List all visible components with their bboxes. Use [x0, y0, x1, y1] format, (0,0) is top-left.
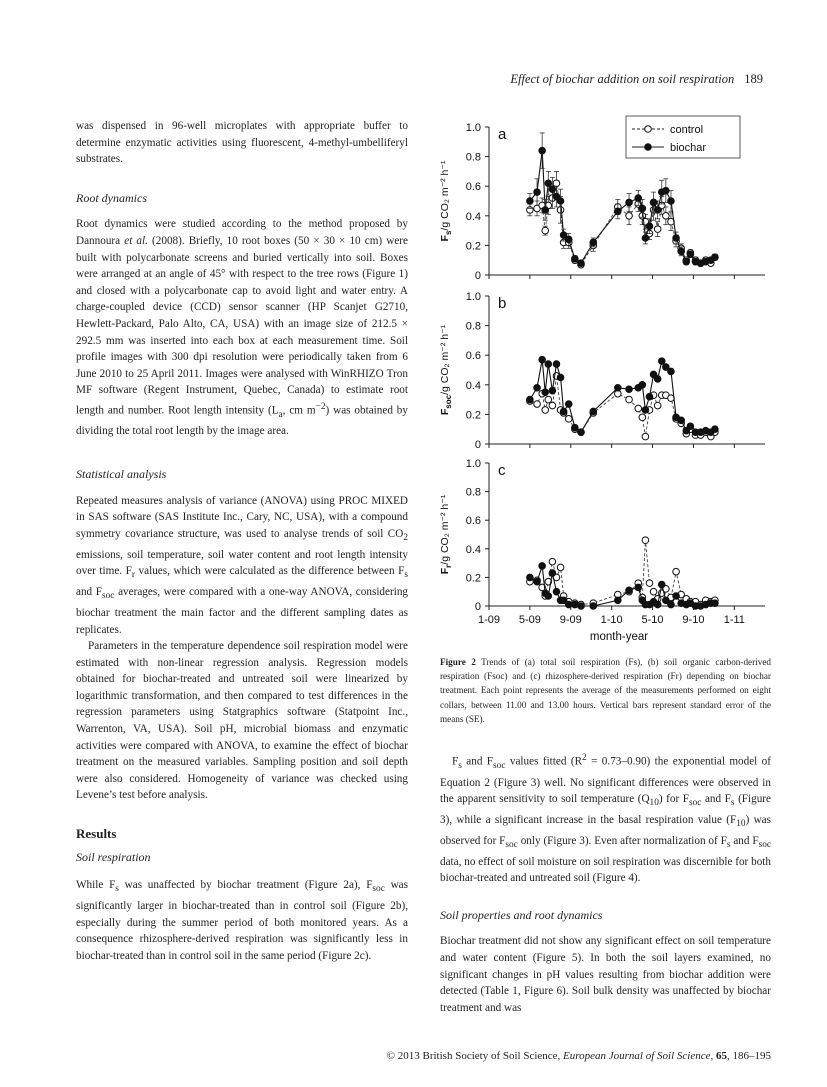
y-tick-label: 0	[474, 601, 481, 613]
point-biochar	[668, 601, 675, 608]
y-tick-label: 0.8	[465, 486, 481, 499]
point-control	[542, 227, 549, 234]
x-axis-label: month-year	[589, 631, 649, 643]
point-biochar	[572, 255, 579, 262]
point-biochar	[642, 407, 649, 414]
y-tick-label: 0	[474, 439, 481, 451]
point-biochar	[615, 384, 622, 391]
results-heading: Results	[76, 826, 117, 842]
point-biochar	[712, 426, 719, 433]
y-tick-label: 0.8	[465, 320, 481, 333]
point-biochar	[560, 408, 567, 415]
left-column	[76, 118, 408, 964]
point-biochar	[668, 198, 675, 205]
point-control	[549, 558, 556, 565]
point-biochar	[578, 260, 585, 267]
point-biochar	[527, 574, 534, 581]
point-control	[642, 537, 649, 544]
point-control	[626, 213, 633, 220]
point-biochar	[615, 597, 622, 604]
point-biochar	[683, 258, 690, 265]
point-biochar	[545, 593, 552, 600]
running-title: Effect of biochar addition on soil respiration	[510, 72, 735, 86]
point-biochar	[712, 600, 719, 607]
y-axis-label: $F_r/g$ CO₂ m⁻² h⁻¹	[439, 494, 453, 575]
point-biochar	[646, 223, 653, 230]
point-biochar	[545, 180, 552, 187]
x-tick-label: 1-09	[477, 614, 501, 626]
copyright-footer: © 2013 British Society of Soil Science, European Journal of Soil Science, 65, 186–195	[386, 1050, 771, 1062]
point-biochar	[572, 601, 579, 608]
point-biochar	[539, 563, 546, 570]
y-tick-label: 0.6	[465, 515, 481, 528]
x-tick-label: 1-10	[600, 614, 623, 626]
statistical-analysis-heading: Statistical analysis	[76, 467, 167, 482]
point-biochar	[527, 198, 534, 205]
point-biochar	[678, 417, 685, 424]
point-biochar	[527, 396, 534, 403]
point-control	[549, 402, 556, 409]
y-tick-label: 0	[474, 270, 481, 282]
point-biochar	[565, 601, 572, 608]
point-biochar	[534, 189, 541, 196]
point-biochar	[687, 423, 694, 430]
point-biochar	[642, 235, 649, 242]
legend-marker-control	[645, 126, 652, 133]
y-tick-label: 0.6	[465, 181, 481, 194]
point-biochar	[572, 424, 579, 431]
root-dynamics-heading: Root dynamics	[76, 190, 147, 205]
point-control	[654, 226, 661, 233]
page-number: 189	[744, 72, 763, 86]
point-biochar	[549, 387, 556, 394]
point-control	[545, 396, 552, 403]
point-biochar	[626, 386, 633, 393]
point-biochar	[557, 374, 564, 381]
point-biochar	[654, 376, 661, 383]
legend-label-biochar: biochar	[670, 142, 707, 154]
point-control	[673, 568, 680, 575]
intro-paragraph: was dispensed in 96-well microplates with appropriate buffer to determine enzymatic activities using fluorescent, 4-methyl-umbelliferyl substrates.	[76, 120, 408, 166]
y-axis-label: $F_s/g$ CO₂ m⁻² h⁻¹	[439, 160, 453, 242]
right-column	[440, 750, 771, 1016]
running-header	[510, 72, 763, 87]
caption-label: Figure 2	[440, 657, 476, 667]
point-biochar	[639, 205, 646, 212]
point-biochar	[578, 603, 585, 610]
point-biochar	[654, 207, 661, 214]
soil-respiration-heading: Soil respiration	[76, 849, 151, 864]
parameters-paragraph: Parameters in the temperature dependence soil respiration model were estimated with non-linear regression analysis. Regression models obtained for biochar-treated and untreated soil were linearized by logarithmic transformation, and then compared to test differences in the regression parameters using Statgraphics software (Statpoint Inc., Warrenton, VA, USA). Soil pH, microbial biomass and enzymatic activities were compared with ANOVA, to examine the effect of biochar treatment on the measured variables. Sampling position and soil depth were also considered. Homogeneity of variance was checked using Levene’s test before analysis.	[76, 640, 408, 802]
point-control	[534, 401, 541, 408]
y-tick-label: 0.2	[465, 409, 481, 422]
x-tick-label: 1-11	[723, 614, 745, 626]
point-biochar	[553, 588, 560, 595]
point-biochar	[545, 361, 552, 368]
point-biochar	[650, 199, 657, 206]
statistical-analysis-paragraph: Repeated measures analysis of variance (ANOVA) using PROC MIXED in SAS software (SAS Institute Inc., Cary, NC, USA), with a compound symmetry covariance structure, was used to analyse trends of soil $CO_2$ emissions, soil temperature, soil water content and root length intensity over time. $F_r$ values, which were calculated as the difference between $F_s$ and $F_{soc}$ averages, were compared with a one-way ANOVA, considering biochar treatment the main factor and the different sampling dates as replicates.	[76, 494, 409, 636]
y-tick-label: 0.4	[465, 543, 481, 556]
caption-text: Trends of (a) total soil respiration (Fs), (b) soil organic carbon-derived respiration (Fsoc) and (c) rhizosphere-derived respiration (Fr) depending on biochar treatment. Each point represents the average of the measurements performed on eight collars, between 11.00 and 13.00 hours. Vertical bars represent standard error of the means (SE).	[440, 657, 771, 724]
y-tick-label: 0.6	[465, 350, 481, 363]
panel-label: b	[498, 295, 507, 312]
y-tick-label: 1.0	[465, 122, 481, 134]
point-control	[626, 396, 633, 403]
point-biochar	[635, 195, 642, 202]
point-control	[650, 588, 657, 595]
point-biochar	[542, 389, 549, 396]
point-biochar	[590, 408, 597, 415]
soil-properties-paragraph: Biochar treatment did not show any significant effect on soil temperature and water content (Figure 5). In both the soil layers examined, no significant changes in pH values resulting from biochar addition were detected (Table 1, Figure 6). Soil bulk density was unaffected by biochar treatment and was	[440, 935, 771, 1014]
point-control	[639, 414, 646, 421]
point-biochar	[668, 368, 675, 375]
point-biochar	[590, 239, 597, 246]
x-tick-label: 5-09	[518, 614, 541, 626]
y-axis-label: $F_{soc}/g$ CO₂ m⁻² h⁻¹	[439, 324, 453, 416]
point-biochar	[534, 384, 541, 391]
point-biochar	[639, 382, 646, 389]
point-biochar	[635, 584, 642, 591]
x-tick-label: 5-10	[641, 614, 664, 626]
point-biochar	[646, 393, 653, 400]
point-control	[663, 213, 670, 220]
legend-label-control: control	[670, 124, 704, 136]
y-tick-label: 0.4	[465, 210, 481, 223]
point-biochar	[542, 207, 549, 214]
point-biochar	[654, 601, 661, 608]
point-biochar	[539, 147, 546, 154]
figure-2-chart	[430, 112, 775, 650]
point-control	[654, 402, 661, 409]
legend-marker-biochar	[645, 144, 652, 151]
point-biochar	[565, 401, 572, 408]
x-tick-label: 9-09	[559, 614, 582, 626]
point-biochar	[673, 593, 680, 600]
point-biochar	[712, 254, 719, 261]
y-tick-label: 1.0	[465, 291, 481, 303]
point-biochar	[687, 251, 694, 258]
root-dynamics-paragraph: Root dynamics were studied according to the method proposed by Dannoura et al. (2008). Briefly, 10 root boxes (50 × 30 × 10 cm) were built with polycarbonate screens and buried vertically into soil. Boxes were arranged at an angle of 45° with respect to the tree rows (Figure 1) and closed with a polycarbonate cap to avoid light and water entry. A charge-coupled device (CCD) sensor scanner (HP Scanjet G2710, Hewlett-Packard, Palo Alto, CA, USA) with an image size of 212.5 × 292.5 mm was inserted into each box at each measurement time. Soil profile images with 300 dpi resolution were periodically taken from 6 June 2010 to 25 April 2011. Images were analysed with WinRHIZO Tron MF software (Regent Instrument, Quebec, Canada) to estimate root length and number. Root length intensity ($L_a$, cm $m^{-2}$) was obtained by dividing the total root length by the image area.	[76, 218, 408, 438]
point-control	[635, 405, 642, 412]
series-line-biochar	[530, 360, 715, 433]
point-biochar	[565, 236, 572, 243]
figure-2-caption	[440, 655, 771, 726]
y-tick-label: 0.2	[465, 240, 481, 253]
soil-respiration-paragraph: While $F_s$ was unaffected by biochar treatment (Figure 2a), $F_{soc}$ was significantly larger in biochar-treated than in control soil (Figure 2b), especially during the summer period of both monitored years. As a consequence rhizosphere-derived respiration was significantly less in biochar-treated than in control soil in the same period (Figure 2c).	[76, 879, 408, 962]
y-tick-label: 0.8	[465, 151, 481, 164]
point-biochar	[626, 587, 633, 594]
y-tick-label: 0.4	[465, 379, 481, 392]
point-biochar	[549, 570, 556, 577]
point-biochar	[578, 429, 585, 436]
panel-label: c	[498, 462, 506, 479]
y-tick-label: 0.2	[465, 572, 481, 585]
point-biochar	[553, 361, 560, 368]
point-biochar	[557, 198, 564, 205]
point-biochar	[534, 578, 541, 585]
point-biochar	[673, 235, 680, 242]
point-biochar	[658, 358, 665, 365]
point-biochar	[663, 187, 670, 194]
point-control	[542, 407, 549, 414]
point-control	[553, 180, 560, 187]
point-control	[557, 564, 564, 571]
point-biochar	[678, 248, 685, 255]
soil-properties-heading: Soil properties and root dynamics	[440, 907, 603, 922]
point-control	[565, 416, 572, 423]
point-biochar	[590, 603, 597, 610]
point-biochar	[658, 581, 665, 588]
point-control	[642, 433, 649, 440]
point-biochar	[615, 208, 622, 215]
model-fit-paragraph: $F_s$ and $F_{soc}$ values fitted $(R^2 = 0.73-0.90)$ the exponential model of Equation 2 (Figure 3) well. No significant differences were observed in the apparent sensitivity to soil temperature $(Q_{10})$ for $F_{soc}$ and $F_s$ (Figure 3), while a significant increase in the basal respiration value $(F_{10})$ was observed for $F_{soc}$ only (Figure 3). Even after normalization of $F_s$ and $F_{soc}$ data, no effect of soil moisture on soil respiration was discernible for both biochar-treated and untreated soil (Figure 4).	[440, 753, 772, 885]
y-tick-label: 1.0	[465, 458, 481, 470]
point-biochar	[539, 356, 546, 363]
point-biochar	[626, 199, 633, 206]
panel-label: a	[498, 126, 507, 143]
x-tick-label: 9-10	[682, 614, 705, 626]
point-control	[646, 580, 653, 587]
point-biochar	[549, 186, 556, 193]
